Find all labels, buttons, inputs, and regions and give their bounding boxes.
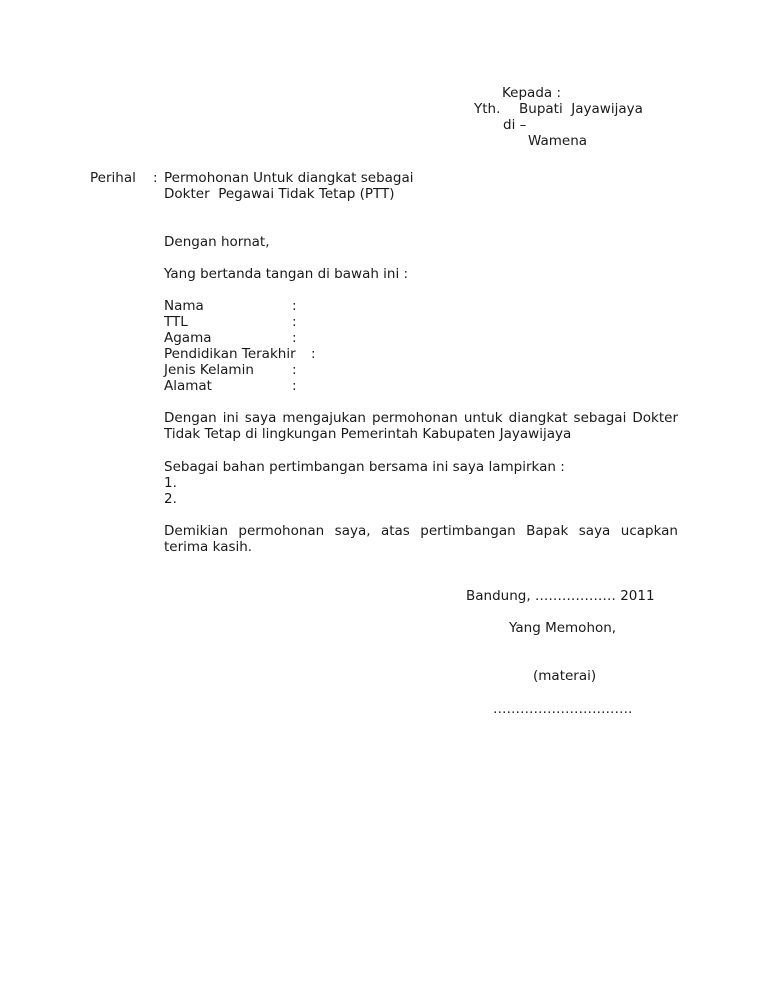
field-label-alamat: Alamat (164, 378, 212, 394)
field-label-nama: Nama (164, 298, 204, 314)
subject-line-1: Permohonan Untuk diangkat sebagai (164, 170, 414, 186)
applicant-label: Yang Memohon, (509, 620, 617, 636)
field-label-jenis-kelamin: Jenis Kelamin (164, 362, 254, 378)
field-colon-alamat: : (292, 378, 297, 394)
attachment-item-2: 2. (164, 491, 177, 507)
field-colon-jenis-kelamin: : (292, 362, 297, 378)
addressee-place: Wamena (528, 133, 588, 149)
addressee-di: di – (503, 117, 527, 133)
subject-label: Perihal (90, 170, 136, 186)
stamp-placeholder: (materai) (533, 668, 597, 684)
greeting: Dengan hornat, (164, 234, 270, 250)
addressee-kepada: Kepada : (502, 85, 562, 101)
intro-text: Yang bertanda tangan di bawah ini : (164, 266, 409, 282)
field-label-agama: Agama (164, 330, 212, 346)
field-colon-ttl: : (292, 314, 297, 330)
place-date: Bandung, ……………… 2011 (466, 588, 655, 604)
signature-name-line: …………………………. (493, 701, 633, 717)
attachment-item-1: 1. (164, 475, 177, 491)
closing-paragraph: Demikian permohonan saya, atas pertimbangan Bapak saya ucapkan terima kasih. (164, 523, 678, 555)
subject-colon: : (153, 170, 158, 186)
field-colon-nama: : (292, 298, 297, 314)
field-label-pendidikan: Pendidikan Terakhir (164, 346, 296, 362)
field-colon-agama: : (292, 330, 297, 346)
attachments-intro: Sebagai bahan pertimbangan bersama ini saya lampirkan : (164, 459, 565, 475)
subject-line-2: Dokter Pegawai Tidak Tetap (PTT) (164, 186, 395, 202)
addressee-yth: Yth. (474, 101, 501, 117)
addressee-recipient: Bupati Jayawijaya (519, 101, 643, 117)
field-label-ttl: TTL (164, 314, 188, 330)
field-colon-pendidikan: : (311, 346, 316, 362)
request-paragraph: Dengan ini saya mengajukan permohonan untuk diangkat sebagai Dokter Tidak Tetap di lingkungan Pemerintah Kabupaten Jayawijaya (164, 410, 678, 442)
